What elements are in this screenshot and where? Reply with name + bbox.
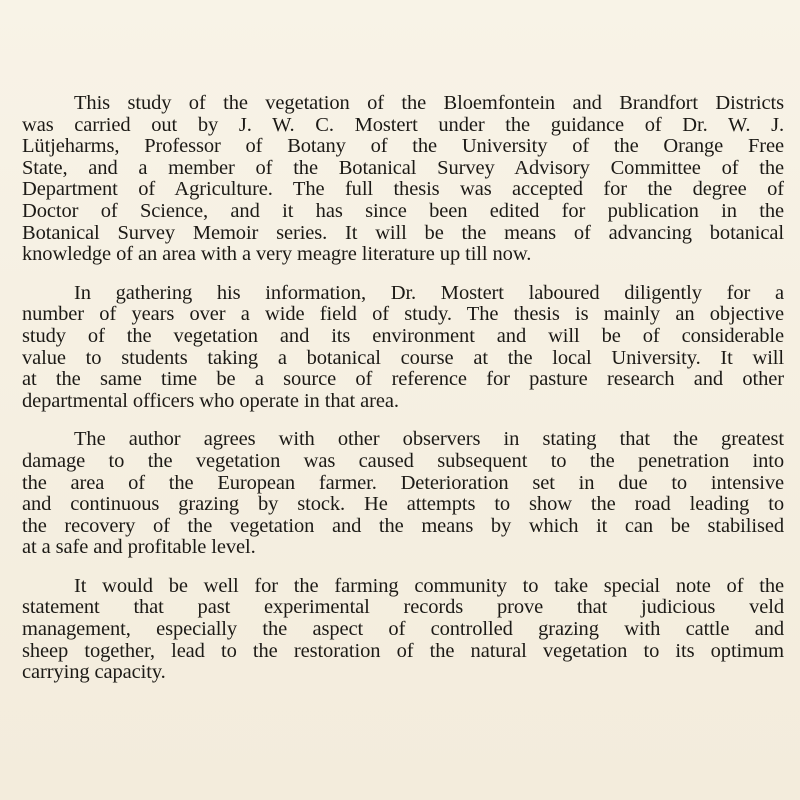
paragraph-4 — [22, 576, 784, 684]
text-line: the area of the European farmer. Deterioration set in due to intensive — [22, 472, 784, 494]
text-line: Lütjeharms, Professor of Botany of the University of the Orange Free — [22, 136, 784, 158]
text-line: the recovery of the vegetation and the means by which it can be stabilised — [22, 515, 784, 537]
text-line: at the same time be a source of reference for pasture research and other — [22, 369, 784, 391]
paragraph-3 — [22, 429, 784, 559]
text-line: knowledge of an area with a very meagre literature up till now. — [22, 244, 532, 266]
text-line: carrying capacity. — [22, 662, 166, 684]
text-line: management, especially the aspect of controlled grazing with cattle and — [22, 619, 784, 641]
paragraph-1 — [22, 93, 784, 266]
text-line: number of years over a wide field of study. The thesis is mainly an objective — [22, 304, 784, 326]
text-line: This study of the vegetation of the Bloemfontein and Brandfort Districts — [74, 93, 784, 114]
document-body — [22, 93, 784, 701]
text-line: at a safe and profitable level. — [22, 537, 256, 559]
text-line: was carried out by J. W. C. Mostert under the guidance of Dr. W. J. — [22, 114, 784, 136]
text-line: Doctor of Science, and it has since been edited for publication in the — [22, 200, 784, 222]
text-line: Department of Agriculture. The full thesis was accepted for the degree of — [22, 179, 784, 201]
text-line: It would be well for the farming community to take special note of the — [74, 575, 784, 597]
text-line: State, and a member of the Botanical Survey Advisory Committee of the — [22, 157, 784, 179]
text-line: and continuous grazing by stock. He attempts to show the road leading to — [22, 494, 784, 516]
text-line: damage to the vegetation was caused subsequent to the penetration into — [22, 450, 784, 472]
text-line: sheep together, lead to the restoration of the natural vegetation to its optimum — [22, 640, 784, 662]
text-line: value to students taking a botanical course at the local University. It will — [22, 347, 784, 369]
text-line: The author agrees with other observers in stating that the greatest — [74, 429, 784, 451]
text-line: departmental officers who operate in that area. — [22, 390, 399, 412]
text-line: In gathering his information, Dr. Mostert laboured diligently for a — [74, 282, 784, 304]
text-line: Botanical Survey Memoir series. It will be the means of advancing botanical — [22, 222, 784, 244]
text-line: study of the vegetation and its environment and will be of considerable — [22, 325, 784, 347]
text-line: statement that past experimental records prove that judicious veld — [22, 597, 784, 619]
paragraph-2 — [22, 283, 784, 413]
